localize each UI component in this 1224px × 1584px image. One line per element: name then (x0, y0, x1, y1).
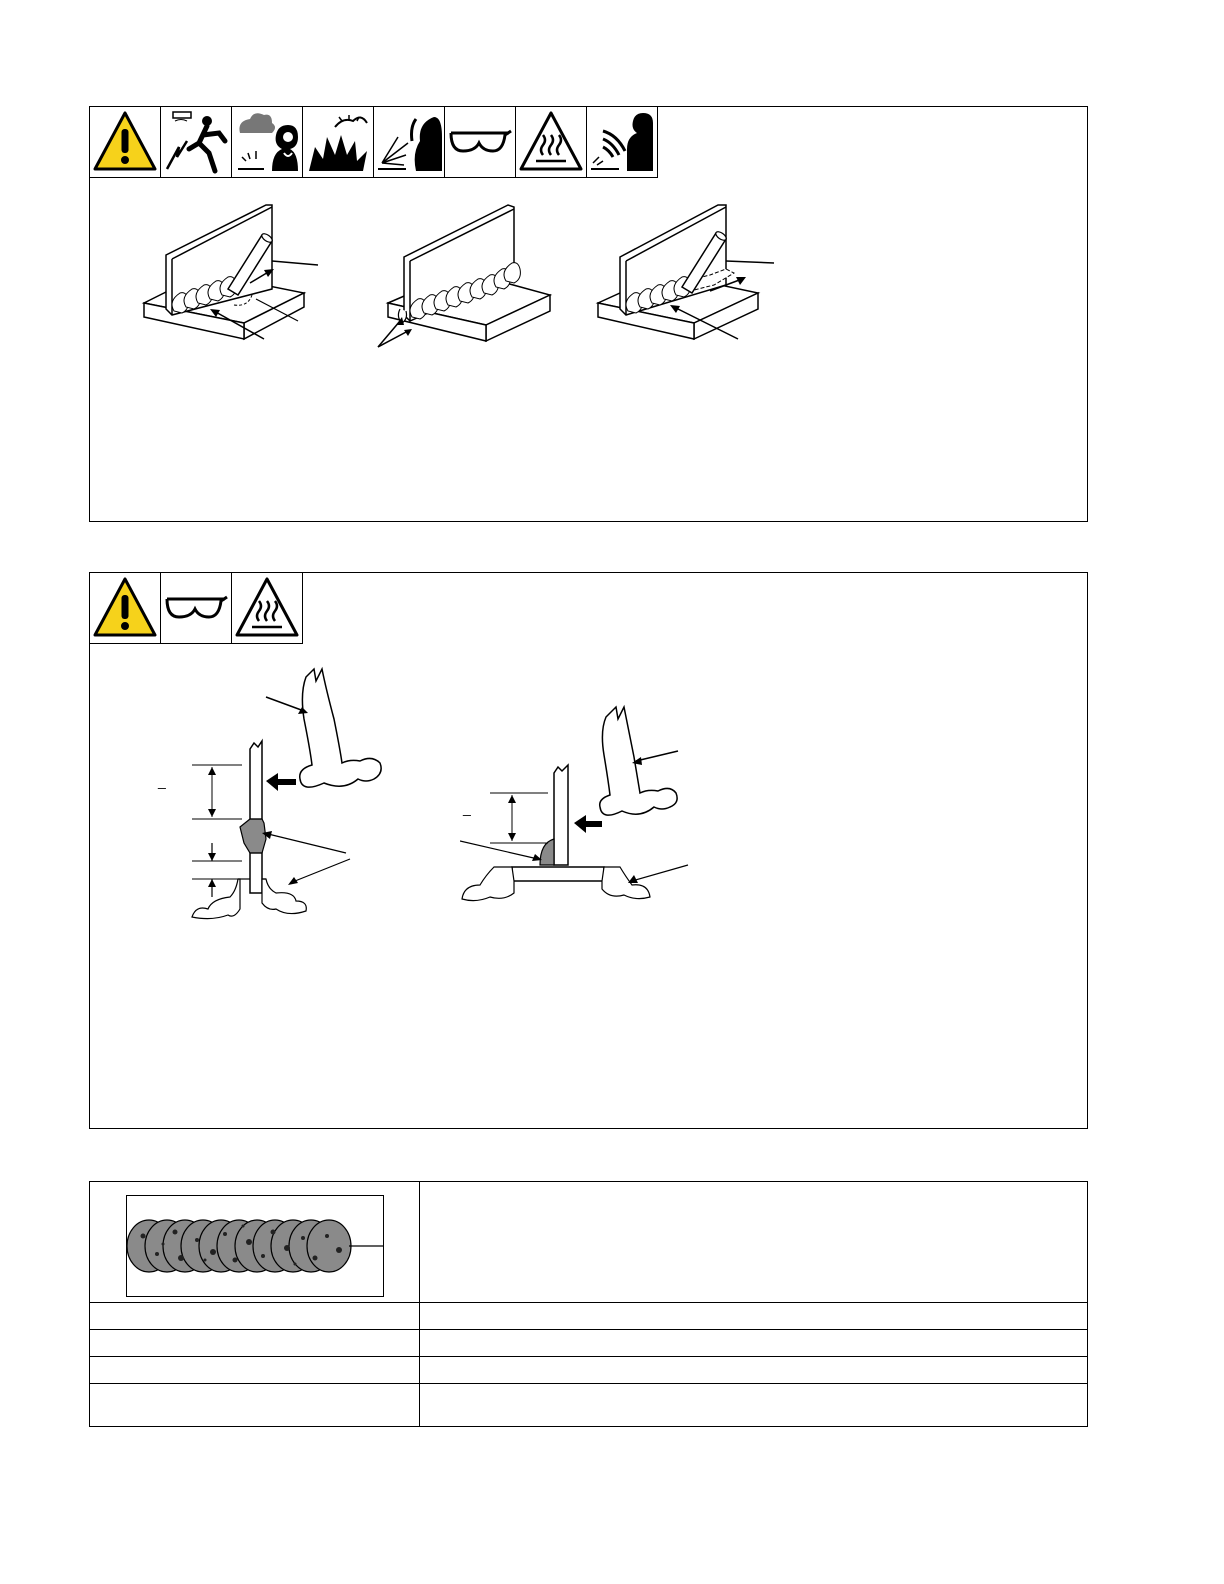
porosity-table (89, 1181, 1088, 1427)
fillet-weld-drawing-a (144, 205, 318, 339)
porosity-image-row (90, 1182, 1088, 1303)
butt-joint-test-drawing (146, 663, 416, 923)
porosity-cause-row (90, 1330, 1088, 1357)
hot-surface-icon (516, 107, 587, 178)
warning-triangle-icon (90, 573, 161, 644)
fumes-gases-icon (232, 107, 303, 178)
porosity-cause-cell (90, 1303, 420, 1330)
dimension-mark-2: _ (463, 800, 471, 816)
dimension-mark-1: _ (158, 773, 166, 789)
porosity-cause-cell (90, 1384, 420, 1427)
emf-pacemaker-icon (587, 107, 658, 178)
safety-glasses-icon (445, 107, 516, 178)
fillet-weld-drawing-c (598, 205, 774, 339)
porosity-description-cell (420, 1182, 1088, 1303)
weld-technique-panel (89, 106, 1088, 522)
electric-shock-icon (161, 107, 232, 178)
safety-icon-row-2 (90, 573, 303, 644)
porosity-cause-row (90, 1384, 1088, 1427)
porosity-correction-cell (420, 1330, 1088, 1357)
weld-test-panel (89, 572, 1088, 1129)
porosity-correction-cell (420, 1384, 1088, 1427)
fillet-weld-drawings (138, 199, 778, 369)
porosity-image-cell (90, 1182, 420, 1303)
porosity-correction-cell (420, 1303, 1088, 1330)
explosion-icon (303, 107, 374, 178)
safety-glasses-icon (161, 573, 232, 644)
porosity-correction-cell (420, 1357, 1088, 1384)
fillet-weld-drawing-b (378, 205, 550, 347)
safety-icon-row (90, 107, 658, 178)
hot-surface-icon (232, 573, 303, 644)
porosity-weld-bead-image (126, 1195, 384, 1297)
porosity-cause-row (90, 1357, 1088, 1384)
porosity-cause-cell (90, 1357, 420, 1384)
porosity-cause-row (90, 1303, 1088, 1330)
arc-rays-helmet-icon (374, 107, 445, 178)
fillet-joint-test-drawing (460, 697, 710, 917)
porosity-cause-cell (90, 1330, 420, 1357)
warning-triangle-icon (90, 107, 161, 178)
